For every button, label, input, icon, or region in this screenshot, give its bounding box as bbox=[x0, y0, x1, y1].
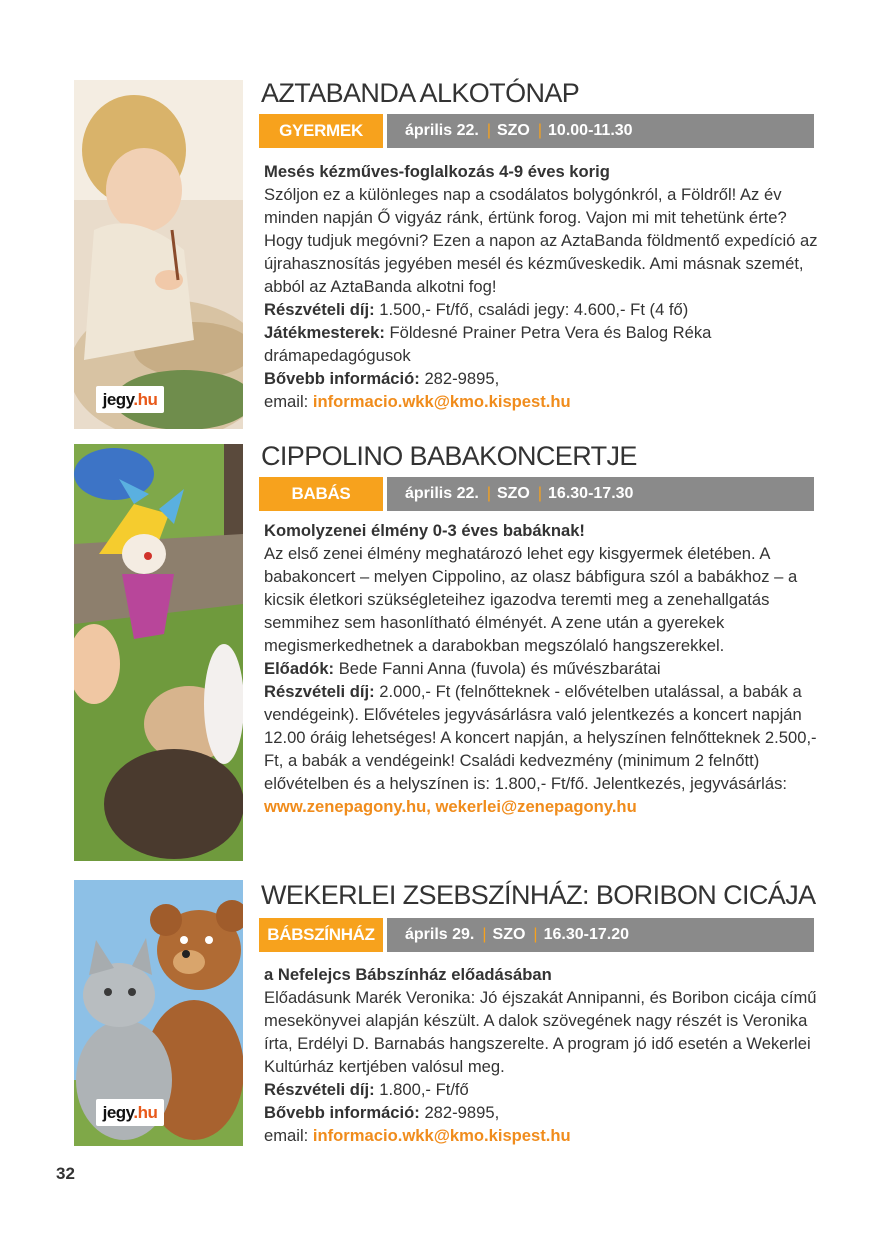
event-date: áprils 29. bbox=[405, 926, 475, 943]
separator: | bbox=[537, 485, 543, 502]
info-label: Bővebb információ: bbox=[264, 369, 420, 388]
fee-value: 1.500,- Ft/fő, családi jegy: 4.600,- Ft (4 fő) bbox=[379, 300, 689, 319]
event-title: CIPPOLINO BABAKONCERTJE bbox=[261, 441, 637, 471]
masters-value: Földesné Prainer Petra Vera és Balog Réka drámapedagógusok bbox=[264, 323, 712, 365]
event-time: 16.30-17.30 bbox=[548, 485, 634, 502]
event-description: Szóljon ez a különleges nap a csodálatos bolygónkról, a Földről! Az év minden napján Ő vigyáz ránk, értünk forog. Vajon mi mit tehetünk érte? Hogy tudjuk megóvni? Ezen a napon az AztaBanda földmentő expedíció az újrahasznosítás jegyében mesél és kézműveskedik. Ami másnak szemét, abból az AztaBanda alkotni fog! bbox=[264, 185, 818, 296]
event-day: SZO bbox=[492, 926, 526, 943]
event-subtitle: Komolyzenei élmény 0-3 éves babáknak! bbox=[264, 521, 585, 540]
event-info-bar bbox=[259, 918, 814, 952]
fee-value: 2.000,- Ft (felnőtteknek - elővételben utalással, a babák a vendégeink). Elővételes jegyvásárlásra való jelentkezés a koncert napján 12.00 óráig lehetséges! A koncert napján, a helyszínen felnőtteknek 2.500,- Ft, a babák a vendégeink! Családi kedvezmény (minimum 2 felnőtt) elővételben és a helyszínen is: 1.800,- Ft/fő. Jelentkezés, jegyvásárlás: bbox=[264, 682, 817, 793]
email-label: email: bbox=[264, 392, 309, 411]
fee-label: Részvételi díj: bbox=[264, 300, 375, 319]
email-label: email: bbox=[264, 1126, 309, 1145]
date-time-strip bbox=[387, 114, 814, 148]
separator: | bbox=[537, 122, 543, 139]
performers-label: Előadók: bbox=[264, 659, 335, 678]
event-body bbox=[264, 519, 824, 818]
event-time: 16.30-17.20 bbox=[543, 926, 629, 943]
event-photo-child-crafting bbox=[74, 80, 243, 429]
fee-value: 1.800,- Ft/fő bbox=[379, 1080, 469, 1099]
email-link[interactable]: informacio.wkk@kmo.kispest.hu bbox=[312, 392, 571, 411]
event-day: SZO bbox=[496, 485, 530, 502]
category-label: BÁBSZÍNHÁZ bbox=[259, 918, 383, 952]
event-subtitle: a Nefelejcs Bábszínház előadásában bbox=[264, 965, 552, 984]
info-phone: 282-9895, bbox=[424, 369, 500, 388]
event-body bbox=[264, 963, 824, 1147]
masters-label: Játékmesterek: bbox=[264, 323, 385, 342]
event-title: WEKERLEI ZSEBSZÍNHÁZ: BORIBON CICÁJA bbox=[261, 880, 816, 910]
event-title: AZTABANDA ALKOTÓNAP bbox=[261, 78, 580, 108]
event-description: Előadásunk Marék Veronika: Jó éjszakát Annipanni, és Boribon cicája című mesekönyvei alapján készült. A dalok szövegének nagy részét is Veronika írta, Erdélyi D. Barnabás hangszerelte. A program jó idő esetén a Wekerlei Kultúrház kertjében valósul meg. bbox=[264, 988, 817, 1076]
event-info-bar bbox=[259, 477, 814, 511]
event-date: április 22. bbox=[405, 122, 479, 139]
separator: | bbox=[482, 926, 487, 943]
event-day: SZO bbox=[496, 122, 530, 139]
performers-value: Bede Fanni Anna (fuvola) és művészbarátai bbox=[338, 659, 661, 678]
separator: | bbox=[533, 926, 538, 943]
event-description: Az első zenei élmény meghatározó lehet egy kisgyermek életében. A babakoncert – melyen Cippolino, az olasz bábfigura szól a babákhoz – a kicsik életkori szükségleteihez igazodva teremti meg a zenehallgatás semmihez sem hasonlítható élményét. A zene után a gyerekek megismerkedhetnek a darabokban megszólaló hangszerekkel. bbox=[264, 544, 798, 655]
event-subtitle: Mesés kézműves-foglalkozás 4-9 éves korig bbox=[264, 162, 610, 181]
category-label: GYERMEK bbox=[259, 114, 383, 148]
date-time-strip bbox=[387, 918, 814, 952]
jegy-hu-logo[interactable]: jegy.hu bbox=[96, 1099, 164, 1126]
jegy-hu-logo[interactable]: jegy.hu bbox=[96, 386, 164, 413]
info-label: Bővebb információ: bbox=[264, 1103, 420, 1122]
event-photo-puppet-concert bbox=[74, 444, 243, 861]
event-info-bar bbox=[259, 114, 814, 148]
website-links[interactable]: www.zenepagony.hu, wekerlei@zenepagony.hu bbox=[264, 797, 637, 816]
email-link[interactable]: informacio.wkk@kmo.kispest.hu bbox=[312, 1126, 571, 1145]
page-number: 32 bbox=[56, 1164, 75, 1183]
category-label: BABÁS bbox=[259, 477, 383, 511]
event-time: 10.00-11.30 bbox=[548, 122, 633, 139]
separator: | bbox=[486, 122, 491, 139]
event-photo-teddy-and-cat bbox=[74, 880, 243, 1146]
fee-label: Részvételi díj: bbox=[264, 682, 375, 701]
event-date: április 22. bbox=[405, 485, 479, 502]
date-time-strip bbox=[387, 477, 814, 511]
fee-label: Részvételi díj: bbox=[264, 1080, 375, 1099]
info-phone: 282-9895, bbox=[424, 1103, 500, 1122]
separator: | bbox=[486, 485, 491, 502]
event-body bbox=[264, 160, 824, 413]
